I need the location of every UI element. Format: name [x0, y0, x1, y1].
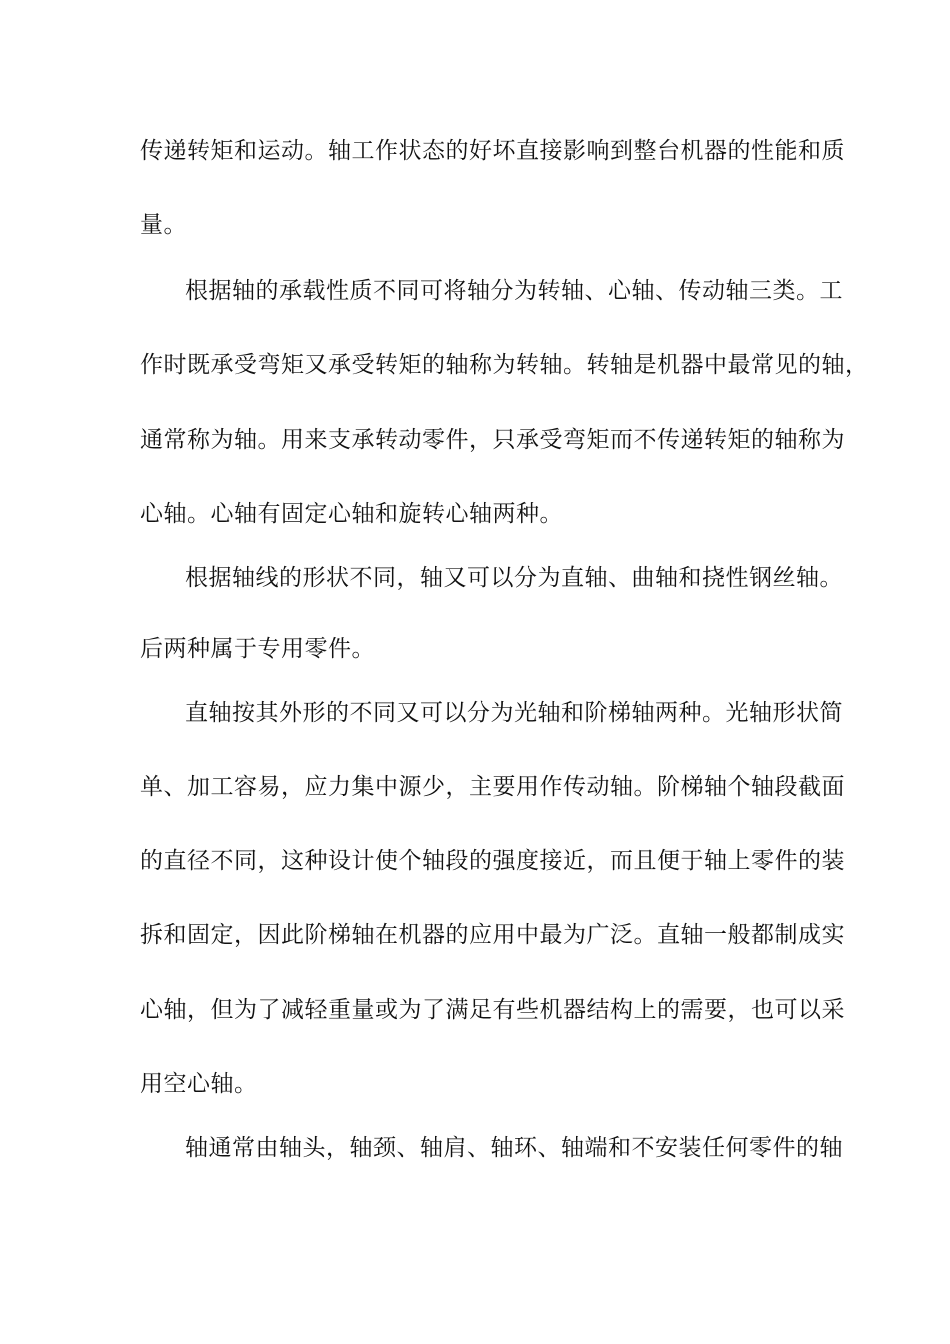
paragraph-first-line: 轴通常由轴头，轴颈、轴肩、轴环、轴端和不安装任何零件的轴 [185, 1135, 843, 1161]
text-line: 传递转矩和运动。轴工作状态的好坏直接影响到整台机器的性能和质 [140, 138, 845, 164]
text-line: 后两种属于专用零件。 [140, 636, 375, 662]
paragraph-first-line: 直轴按其外形的不同又可以分为光轴和阶梯轴两种。光轴形状简 [185, 700, 843, 726]
text-line: 用空心轴。 [140, 1071, 258, 1097]
text-line: 心轴，但为了减轻重量或为了满足有些机器结构上的需要，也可以采 [140, 997, 845, 1023]
paragraph-first-line: 根据轴的承载性质不同可将轴分为转轴、心轴、传动轴三类。工 [185, 278, 843, 304]
text-line: 作时既承受弯矩又承受转矩的轴称为转轴。转轴是机器中最常见的轴， [140, 352, 869, 378]
text-line: 量。 [140, 212, 187, 238]
text-line: 单、加工容易，应力集中源少，主要用作传动轴。阶梯轴个轴段截面 [140, 774, 845, 800]
text-line: 的直径不同，这种设计使个轴段的强度接近，而且便于轴上零件的装 [140, 848, 845, 874]
text-line: 通常称为轴。用来支承转动零件，只承受弯矩而不传递转矩的轴称为 [140, 427, 845, 453]
text-line: 拆和固定，因此阶梯轴在机器的应用中最为广泛。直轴一般都制成实 [140, 922, 845, 948]
text-line: 心轴。心轴有固定心轴和旋转心轴两种。 [140, 501, 563, 527]
paragraph-first-line: 根据轴线的形状不同，轴又可以分为直轴、曲轴和挠性钢丝轴。 [185, 565, 843, 591]
